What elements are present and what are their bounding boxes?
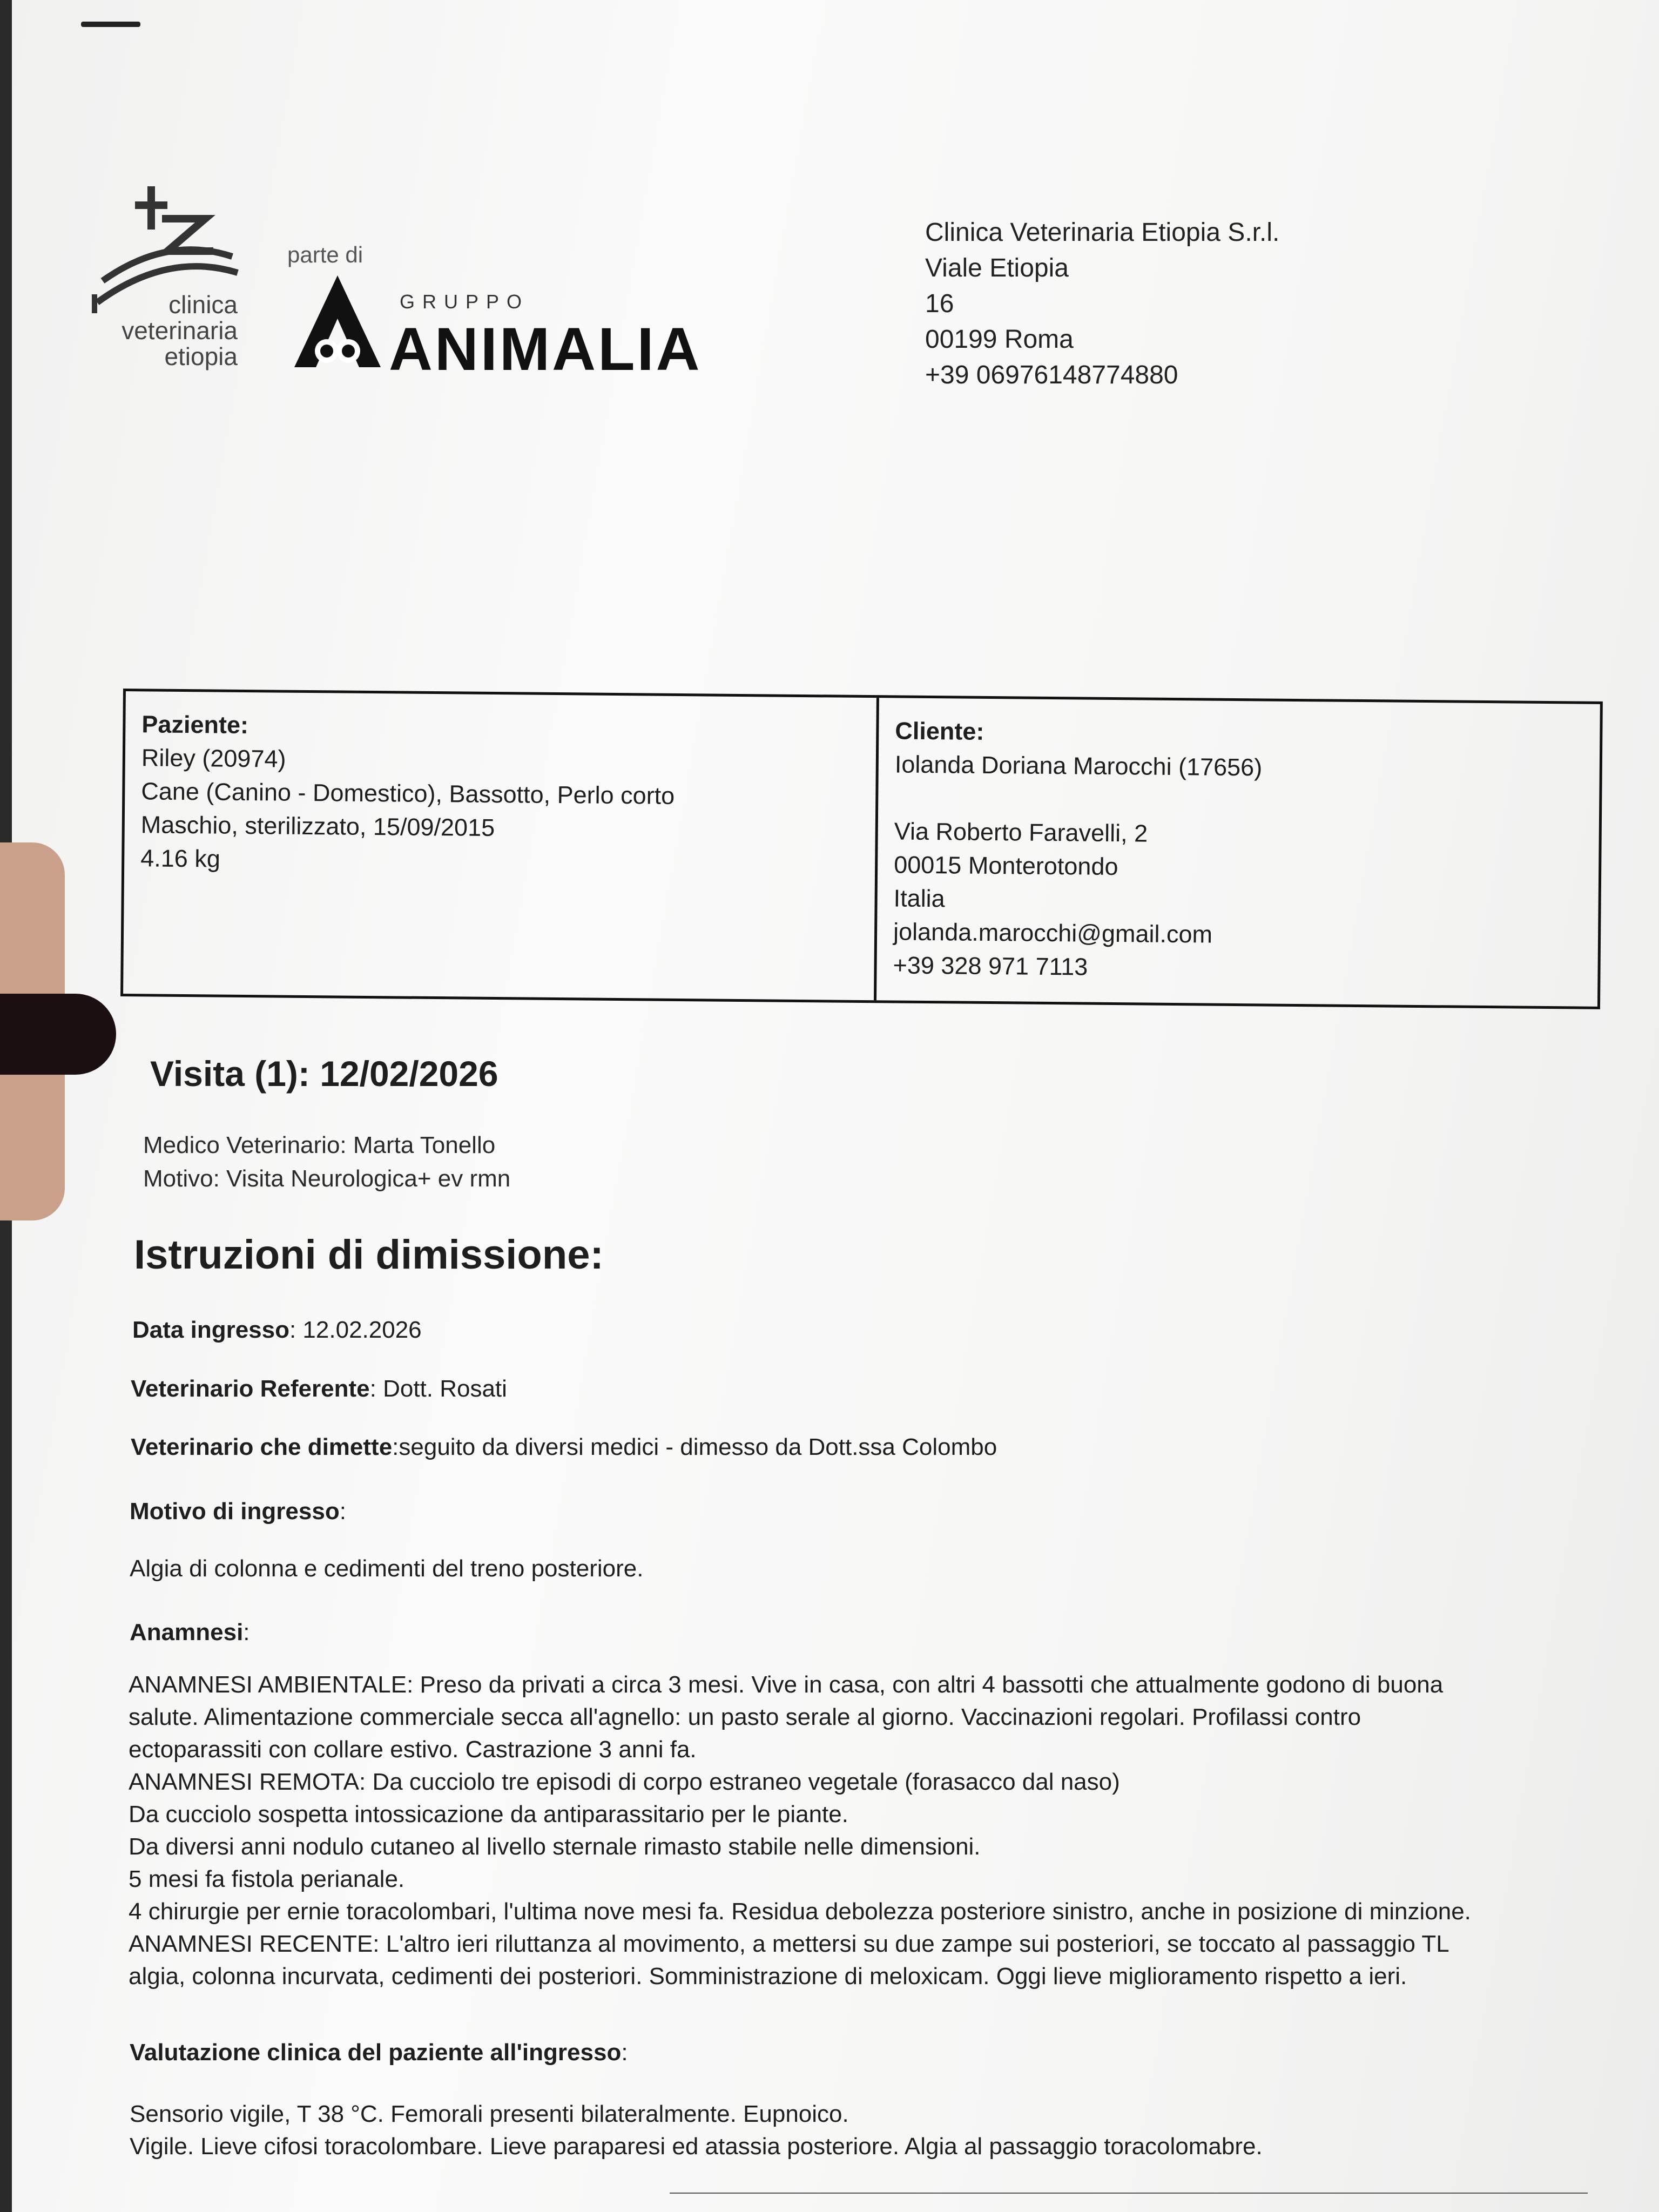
anamnesis: [130, 1619, 250, 1646]
clinical-eval-line: Vigile. Lieve cifosi toracolombare. Lieve paraparesi ed atassia posteriore. Algia al passaggio toracolomabre.: [130, 2133, 1263, 2160]
client-section: [876, 698, 1600, 1007]
clinical-eval-label: Valutazione clinica del paziente all'ingresso: [130, 2039, 622, 2066]
admission-date: [132, 1317, 422, 1344]
clinic-street: Viale Etiopia: [925, 254, 1069, 282]
admission-reason-text: Algia di colonna e cedimenti del treno posteriore.: [130, 1555, 644, 1582]
anamnesis-line: 5 mesi fa fistola perianale.: [129, 1866, 405, 1892]
anamnesis-line: ANAMNESI RECENTE: L'altro ieri riluttanza al movimento, a mettersi su due zampe sui posteriori, se toccato al passaggio TL: [129, 1931, 1449, 1957]
anamnesis-line: ANAMNESI REMOTA: Da cucciolo tre episodi di corpo estraneo vegetale (forasacco dal naso): [129, 1769, 1120, 1795]
visit-title: Visita (1): 12/02/2026: [150, 1054, 498, 1094]
patient-weight: 4.16 kg: [140, 844, 221, 873]
anamnesis-line: ectoparassiti con collare estivo. Castrazione 3 anni fa.: [129, 1736, 697, 1763]
clinic-logo-line: clinica: [168, 291, 238, 319]
group-name: ANIMALIA: [389, 315, 702, 383]
clinical-eval: [130, 2039, 628, 2066]
clinical-eval-colon: :: [621, 2039, 628, 2066]
patient-name: Riley (20974): [141, 744, 286, 773]
anamnesis-line: algia, colonna incurvata, cedimenti dei posteriori. Somministrazione di meloxicam. Oggi lieve miglioramento rispetto a ieri.: [129, 1963, 1407, 1990]
patient-section: [123, 691, 879, 1000]
client-phone: +39 328 971 7113: [893, 951, 1088, 981]
patient-species: Cane (Canino - Domestico), Bassotto, Perlo corto: [141, 777, 675, 810]
visit-meta: [143, 1129, 510, 1196]
clinic-logo-line: veterinaria: [122, 316, 238, 345]
client-street: Via Roberto Faravelli, 2: [894, 817, 1148, 847]
referring-vet: [131, 1375, 507, 1402]
anamnesis-label: Anamnesi: [130, 1619, 244, 1645]
anamnesis-colon: :: [243, 1619, 250, 1645]
visit-reason: Motivo: Visita Neurologica+ ev rmn: [143, 1165, 511, 1192]
discharge-heading: Istruzioni di dimissione:: [134, 1232, 604, 1278]
patient-label: Paziente:: [141, 710, 249, 739]
client-city: 00015 Monterotondo: [893, 851, 1118, 881]
clinic-city: 00199 Roma: [925, 325, 1074, 354]
group-label: GRUPPO: [400, 291, 530, 313]
admission-reason: [130, 1498, 346, 1525]
anamnesis-line: Da diversi anni nodulo cutaneo al livello sternale rimasto stabile nelle dimensioni.: [129, 1833, 981, 1860]
clinic-number: 16: [925, 289, 954, 318]
patient-sex-birth: Maschio, sterilizzato, 15/09/2015: [140, 811, 495, 842]
anamnesis-line: Da cucciolo sospetta intossicazione da antiparassitario per le piante.: [129, 1801, 848, 1827]
admission-reason-colon: :: [339, 1498, 346, 1525]
anamnesis-line: ANAMNESI AMBIENTALE: Preso da privati a circa 3 mesi. Vive in casa, con altri 4 bassotti che attualmente godono di buona: [129, 1671, 1444, 1698]
patient-client-box: [120, 689, 1603, 1009]
admission-date-value: : 12.02.2026: [289, 1317, 422, 1343]
admission-reason-label: Motivo di ingresso: [130, 1498, 340, 1525]
group-prefix: parte di: [287, 242, 363, 267]
visit-vet: Medico Veterinario: Marta Tonello: [143, 1132, 496, 1158]
client-country: Italia: [893, 884, 945, 913]
clinical-eval-line: Sensorio vigile, T 38 °C. Femorali presenti bilateralmente. Eupnoico.: [130, 2101, 849, 2127]
clinic-logo-line: etiopia: [164, 342, 238, 370]
clinical-eval-text: [130, 2098, 1263, 2163]
clinic-logo-text: [92, 292, 238, 369]
clinic-address: [925, 215, 1279, 393]
admission-date-label: Data ingresso: [132, 1317, 289, 1343]
referring-vet-value: : Dott. Rosati: [369, 1375, 507, 1402]
bottom-rule: [670, 2193, 1588, 2194]
referring-vet-label: Veterinario Referente: [131, 1375, 370, 1402]
client-label: Cliente:: [895, 717, 984, 745]
clinic-phone: +39 06976148774880: [925, 361, 1178, 389]
animalia-logo-icon: [294, 275, 381, 367]
scan-mark: [81, 22, 140, 27]
discharging-vet-label: Veterinario che dimette: [131, 1434, 393, 1460]
fingernail: [0, 994, 116, 1075]
anamnesis-line: salute. Alimentazione commerciale secca all'agnello: un pasto serale al giorno. Vaccinazioni regolari. Profilassi contro: [129, 1704, 1361, 1730]
anamnesis-line: 4 chirurgie per ernie toracolombari, l'ultima nove mesi fa. Residua debolezza posteriore sinistro, anche in posizione di minzione.: [129, 1898, 1471, 1925]
discharging-vet: [131, 1434, 997, 1461]
discharging-vet-value: :seguito da diversi medici - dimesso da Dott.ssa Colombo: [392, 1434, 997, 1460]
client-email: jolanda.marocchi@gmail.com: [893, 918, 1213, 948]
client-name: Iolanda Doriana Marocchi (17656): [894, 750, 1263, 781]
anamnesis-text: [129, 1669, 1471, 1993]
clinic-name: Clinica Veterinaria Etiopia S.r.l.: [925, 218, 1280, 247]
